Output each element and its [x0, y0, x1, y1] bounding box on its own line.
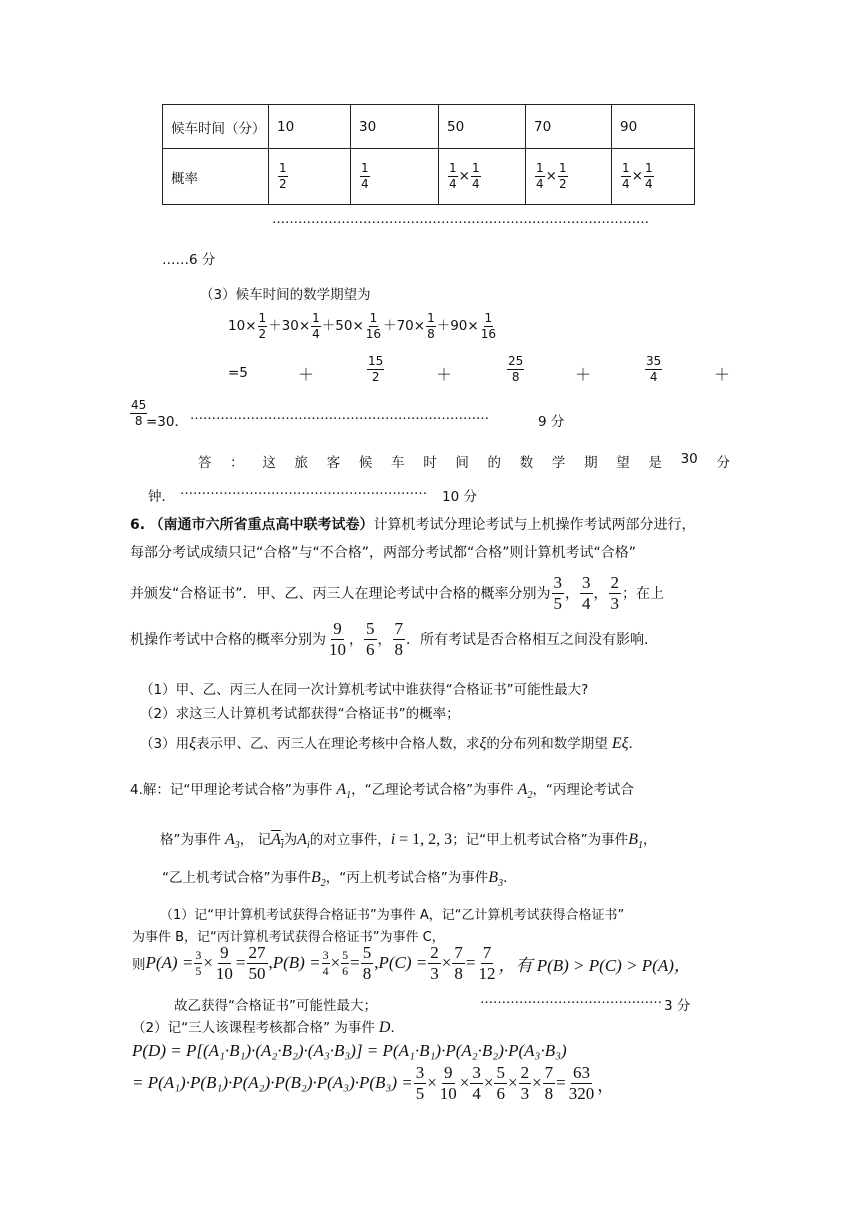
fraction: $\frac{1}{2}$	[258, 311, 267, 341]
answer-tail: 钟．	[148, 489, 175, 505]
table-cell	[269, 149, 351, 205]
fraction: $\frac{1}{2}$	[279, 161, 287, 191]
table-cell: $\frac{1}{4}$ × $\frac{1}{2}$	[526, 149, 612, 205]
fraction: $\frac{2}{3}$	[610, 573, 620, 613]
table-cell: 50	[439, 105, 526, 149]
eq-start: =5	[228, 365, 248, 381]
score-10: 10 分	[442, 489, 477, 505]
fraction: $\frac{1}{4}$	[449, 161, 457, 191]
table-cell: 概率	[163, 149, 269, 205]
complement-A-i: $A_i$	[271, 831, 284, 852]
solution-line1: 4.解：记“甲理论考试合格”为事件 $A_1$，“乙理论考试合格”为事件 $A_2$，“丙理论考试合	[130, 781, 634, 802]
problem6-line4: 机操作考试中合格的概率分别为 $\frac{9}{10}$ ， $\frac{5}{6}$ ， $\frac{7}{8}$ ．所有考试是否合格相互之间没有影响．	[130, 619, 658, 659]
fraction: $\frac{7}{8}$	[394, 619, 403, 659]
fraction: $\frac{7}{12}$	[478, 943, 496, 983]
table-cell: 30	[351, 105, 439, 149]
part2-heading: （2）记“三人该课程考核都合格” 为事件 D．	[132, 1019, 404, 1036]
question-2: （2）求这三人计算机考试都获得“合格证书”的概率；	[140, 706, 460, 722]
fraction: $\frac{9}{10}$	[439, 1063, 457, 1103]
fraction: $\frac{1}{4}$	[536, 161, 544, 191]
plus-sign: ＋	[575, 365, 592, 384]
fraction: $\frac{1}{4}$	[622, 161, 630, 191]
fraction: $\frac{1}{16}$	[480, 311, 496, 341]
fraction: $\frac{3}{4}$	[582, 573, 591, 613]
fraction: $\frac{1}{8}$	[427, 311, 435, 341]
fraction: $\frac{3}{5}$	[553, 573, 563, 613]
waiting-time-table	[162, 104, 695, 205]
score-6: ……6 分	[162, 252, 216, 268]
leader-dots: ……………………………………………………………	[190, 408, 489, 423]
fraction: $\frac{2}{3}$	[520, 1063, 530, 1103]
table-cell: $\frac{1}{4}$ × $\frac{1}{4}$	[439, 149, 526, 205]
table-cell: 90	[612, 105, 695, 149]
table-row-time	[163, 105, 695, 149]
plus-sign: ＋	[298, 365, 315, 384]
fraction: $\frac{5}{6}$	[496, 1063, 505, 1103]
fraction: $\frac{1}{2}$	[558, 161, 567, 191]
score-9: 9 分	[538, 414, 565, 430]
solution-line3: “乙上机考试合格”为事件$B_2$，“丙上机考试合格”为事件$B_3$．	[162, 869, 517, 890]
part1-line1: （1）记“甲计算机考试获得合格证书”为事件 A，记“乙计算机考试获得合格证书”	[160, 908, 625, 923]
plus-sign: ＋	[714, 365, 731, 384]
pd-line2: = P(A₁)·P(B₁)·P(A₂)·P(B₂)·P(A₃)·P(B₃) = $\frac{3}{5}$ × $\frac{9}{10}$ × $\frac{3}{4}$ × $\frac{5}{6}$ × $\frac{2}{3}$ × $\frac{7}{8}$ = $\frac{63}{320}$ ，	[132, 1063, 615, 1103]
fraction: $\frac{45}{8}$	[131, 398, 147, 428]
fraction: $\frac{15}{2}$	[368, 354, 384, 384]
part1-line2: 为事件 B，记“丙计算机考试获得合格证书”为事件 C，	[132, 930, 445, 945]
fraction: $\frac{7}{8}$	[544, 1063, 554, 1103]
fraction: $\frac{5}{6}$	[366, 619, 375, 659]
fraction: $\frac{9}{10}$	[215, 943, 233, 983]
probability-results: 则 P(A) = $\frac{3}{5}$ × $\frac{9}{10}$ = $\frac{27}{50}$ , P(B) = $\frac{3}{4}$ × $\frac{5}{6}$ = $\frac{5}{8}$ , P(C) = $\frac{2}{3}$ × $\frac{7}{8}$ = $\frac{7}{12}$ ，有 P(B) > P(C) > P(A)，	[132, 943, 691, 983]
fraction: $\frac{3}{4}$	[472, 1063, 481, 1103]
problem6-line3: 并颁发“合格证书”．甲、乙、丙三人在理论考试中合格的概率分别为 $\frac{3}{5}$ ， $\frac{3}{4}$ ， $\frac{2}{3}$ ；在上	[130, 573, 665, 613]
table-cell	[351, 149, 439, 205]
score-3: 3 分	[664, 998, 691, 1014]
leader-dots: ……………………………………	[480, 992, 662, 1007]
fraction: $\frac{3}{5}$	[195, 948, 202, 978]
problem6-line1: 6. （南通市六所省重点高中联考试卷）计算机考试分理论考试与上机操作考试两部分进行，	[130, 517, 696, 533]
table-row-probability	[163, 149, 695, 205]
fraction: $\frac{25}{8}$	[508, 354, 524, 384]
question-3: （3）用ξ表示甲、乙、丙三人在理论考核中合格人数，求ξ的分布列和数学期望 Eξ．	[140, 735, 642, 752]
fraction: $\frac{1}{4}$	[361, 161, 369, 191]
question-1: （1）甲、乙、丙三人在同一次计算机考试中谁获得“合格证书”可能性最大?	[140, 682, 589, 698]
pd-line1: P(D) = P[(A₁·B₁)·(A₂·B₂)·(A₃·B₃)] = P(A₁·B₁)·P(A₂·B₂)·P(A₃·B₃)	[132, 1041, 567, 1060]
fraction: $\frac{3}{4}$	[322, 948, 329, 978]
fraction: $\frac{7}{8}$	[454, 943, 463, 983]
fraction: $\frac{35}{4}$	[646, 354, 662, 384]
result-30: =30．	[146, 414, 188, 430]
part3-heading: （3）候车时间的数学期望为	[200, 287, 371, 303]
fraction: $\frac{1}{4}$	[471, 161, 480, 191]
solution-line2: 格”为事件 $A_3$， 记$A_i$为$A_i$的对立事件，i = 1, 2, 3；记“甲上机考试合格”为事件$B_1$，	[160, 831, 657, 852]
table-cell: 70	[526, 105, 612, 149]
fraction: $\frac{5}{8}$	[362, 943, 372, 983]
table-cell: 候车时间（分）	[163, 105, 269, 149]
fraction: $\frac{9}{10}$	[329, 619, 346, 659]
answer-line: 答 ： 这 旅 客 候 车 时 间 的 数 学 期 望 是 30 分	[198, 451, 730, 471]
plus-sign: ＋	[436, 365, 453, 384]
fraction: $\frac{1}{16}$	[365, 311, 382, 341]
fraction: $\frac{1}{4}$	[312, 311, 320, 341]
fraction: $\frac{27}{50}$	[248, 943, 266, 983]
part1-conclusion: 故乙获得“合格证书”可能性最大；	[174, 998, 377, 1014]
table-cell: $\frac{1}{4}$ × $\frac{1}{4}$	[612, 149, 695, 205]
leader-dots: ……………………………………………………………………………	[272, 212, 649, 227]
fraction: $\frac{1}{4}$	[644, 161, 653, 191]
fraction: $\frac{3}{5}$	[415, 1063, 425, 1103]
leader-dots: …………………………………………………	[180, 483, 427, 498]
problem6-line2: 每部分考试成绩只记“合格”与“不合格”，两部分考试都“合格”则计算机考试“合格”	[130, 545, 637, 561]
fraction: $\frac{5}{6}$	[342, 948, 349, 978]
table-cell: 10	[269, 105, 351, 149]
fraction: $\frac{63}{320}$	[568, 1063, 595, 1103]
fraction: $\frac{2}{3}$	[430, 943, 439, 983]
expectation-expression: 10× $\frac{1}{2}$ ＋30× $\frac{1}{4}$ ＋50× $\frac{1}{16}$ ＋70× $\frac{1}{8}$ ＋90× $\frac{1}{16}$	[228, 311, 496, 341]
